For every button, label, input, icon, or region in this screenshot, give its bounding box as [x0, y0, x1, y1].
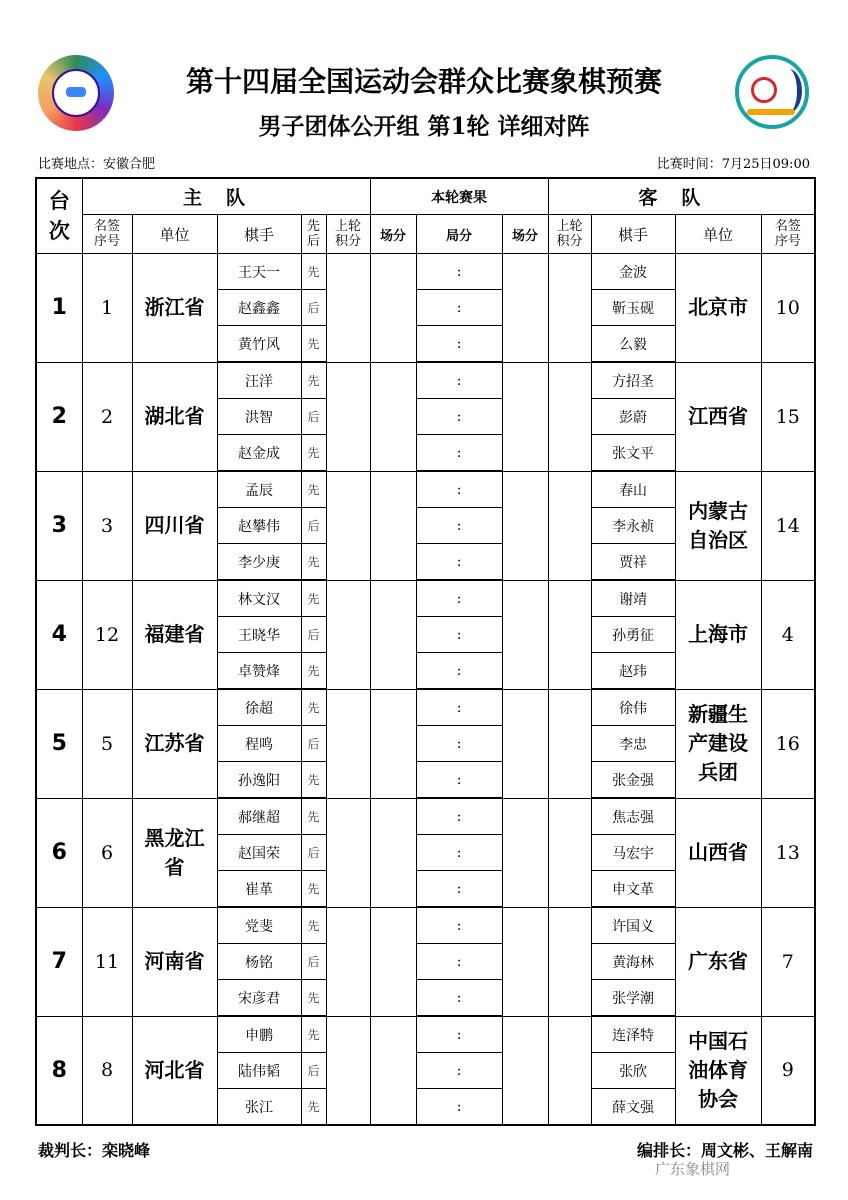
- home-player: 李少庚: [217, 544, 301, 581]
- board-number: 2: [36, 362, 82, 471]
- away-prev-points: [548, 362, 591, 471]
- order-header: 先 后: [301, 215, 326, 254]
- away-seed: 14: [761, 471, 815, 580]
- home-seed: 5: [82, 689, 132, 798]
- game-score: :: [416, 1053, 502, 1089]
- home-player: 申鹏: [217, 1016, 301, 1053]
- away-match-score: [502, 1016, 548, 1125]
- game-score: :: [416, 544, 502, 581]
- home-match-score: [370, 1016, 416, 1125]
- match-row: [36, 362, 815, 399]
- home-player: 陆伟韬: [217, 1053, 301, 1089]
- home-prev-points: [326, 689, 370, 798]
- away-seed: 16: [761, 689, 815, 798]
- home-seed: 2: [82, 362, 132, 471]
- away-seed: 15: [761, 362, 815, 471]
- home-match-score: [370, 689, 416, 798]
- home-seed: 6: [82, 798, 132, 907]
- game-score: :: [416, 1089, 502, 1126]
- results-header: 本轮赛果: [370, 178, 548, 215]
- match-row: [36, 1016, 815, 1053]
- home-team-header: 主队: [82, 178, 370, 215]
- move-order: 后: [301, 944, 326, 980]
- home-player: 赵鑫鑫: [217, 290, 301, 326]
- player-header: 棋手: [217, 215, 301, 254]
- home-player: 王天一: [217, 254, 301, 290]
- away-player: 徐伟: [591, 689, 675, 726]
- away-team: 内蒙古 自治区: [675, 471, 761, 580]
- away-player: 薛文强: [591, 1089, 675, 1126]
- move-order: 先: [301, 362, 326, 399]
- game-score: :: [416, 617, 502, 653]
- board-number: 6: [36, 798, 82, 907]
- away-player: 马宏宇: [591, 835, 675, 871]
- away-seed: 7: [761, 907, 815, 1016]
- away-player: 张金强: [591, 762, 675, 799]
- move-order: 后: [301, 508, 326, 544]
- home-player: 孟辰: [217, 471, 301, 508]
- home-player: 杨铭: [217, 944, 301, 980]
- home-player: 卓赞烽: [217, 653, 301, 690]
- home-seed: 3: [82, 471, 132, 580]
- time-label: 比赛时间：7月25日09:00: [656, 157, 810, 172]
- home-player: 汪洋: [217, 362, 301, 399]
- away-player: 方招圣: [591, 362, 675, 399]
- away-player: 金波: [591, 254, 675, 290]
- home-player: 张江: [217, 1089, 301, 1126]
- home-match-score: [370, 254, 416, 363]
- move-order: 先: [301, 254, 326, 290]
- home-player: 林文汉: [217, 580, 301, 617]
- chief-referee: 裁判长：栾晓峰: [38, 1141, 151, 1160]
- game-score: :: [416, 689, 502, 726]
- away-seed: 10: [761, 254, 815, 363]
- game-score: :: [416, 254, 502, 290]
- away-team: 上海市: [675, 580, 761, 689]
- away-prev-points: [548, 689, 591, 798]
- away-player: 李忠: [591, 726, 675, 762]
- away-match-score: [502, 362, 548, 471]
- prev-points-header: 上轮 积分: [326, 215, 370, 254]
- away-prev-points: [548, 798, 591, 907]
- away-match-score-header: 场分: [502, 215, 548, 254]
- board-number: 8: [36, 1016, 82, 1125]
- pairing-table: [35, 177, 816, 1126]
- away-team: 北京市: [675, 254, 761, 363]
- home-player: 黄竹风: [217, 326, 301, 363]
- away-player: 连泽特: [591, 1016, 675, 1053]
- away-player: 春山: [591, 471, 675, 508]
- board-number: 3: [36, 471, 82, 580]
- home-player: 党斐: [217, 907, 301, 944]
- home-team: 江苏省: [132, 689, 217, 798]
- board-header: 台 次: [36, 178, 82, 254]
- home-player: 崔革: [217, 871, 301, 908]
- away-unit-header: 单位: [675, 215, 761, 254]
- scheduler: 编排长：周文彬、王解南: [636, 1141, 813, 1160]
- away-seed-header: 名签 序号: [761, 215, 815, 254]
- away-match-score: [502, 471, 548, 580]
- home-prev-points: [326, 1016, 370, 1125]
- move-order: 后: [301, 726, 326, 762]
- move-order: 先: [301, 326, 326, 363]
- away-prev-points: [548, 907, 591, 1016]
- move-order: 先: [301, 471, 326, 508]
- venue-label: 比赛地点：安徽合肥: [38, 157, 156, 172]
- unit-header: 单位: [132, 215, 217, 254]
- away-player: 靳玉砚: [591, 290, 675, 326]
- page-subtitle: 男子团体公开组 第1轮 详细对阵: [258, 113, 590, 140]
- away-prev-points-header: 上轮 积分: [548, 215, 591, 254]
- game-score: :: [416, 362, 502, 399]
- away-team: 江西省: [675, 362, 761, 471]
- home-team: 黑龙江 省: [132, 798, 217, 907]
- move-order: 先: [301, 762, 326, 799]
- move-order: 先: [301, 435, 326, 472]
- board-number: 4: [36, 580, 82, 689]
- board-number: 7: [36, 907, 82, 1016]
- game-score: :: [416, 508, 502, 544]
- away-player: 申文革: [591, 871, 675, 908]
- match-row: [36, 907, 815, 944]
- home-player: 徐超: [217, 689, 301, 726]
- watermark: 广东象棋网: [654, 1160, 730, 1178]
- home-seed: 12: [82, 580, 132, 689]
- away-player: 么毅: [591, 326, 675, 363]
- game-score: :: [416, 435, 502, 472]
- home-prev-points: [326, 580, 370, 689]
- move-order: 先: [301, 871, 326, 908]
- move-order: 后: [301, 399, 326, 435]
- away-match-score: [502, 580, 548, 689]
- away-team: 中国石 油体育 协会: [675, 1016, 761, 1125]
- away-match-score: [502, 907, 548, 1016]
- away-match-score: [502, 689, 548, 798]
- home-prev-points: [326, 907, 370, 1016]
- home-player: 王晓华: [217, 617, 301, 653]
- home-player: 郝继超: [217, 798, 301, 835]
- move-order: 先: [301, 1089, 326, 1126]
- home-player: 赵国荣: [217, 835, 301, 871]
- away-prev-points: [548, 1016, 591, 1125]
- move-order: 先: [301, 653, 326, 690]
- game-score: :: [416, 1016, 502, 1053]
- game-score: :: [416, 580, 502, 617]
- game-score: :: [416, 653, 502, 690]
- move-order: 先: [301, 1016, 326, 1053]
- move-order: 后: [301, 617, 326, 653]
- match-row: [36, 471, 815, 508]
- match-row: [36, 580, 815, 617]
- home-team: 四川省: [132, 471, 217, 580]
- game-score: :: [416, 798, 502, 835]
- game-score: :: [416, 871, 502, 908]
- home-team: 浙江省: [132, 254, 217, 363]
- away-match-score: [502, 254, 548, 363]
- home-player: 孙逸阳: [217, 762, 301, 799]
- game-score: :: [416, 980, 502, 1017]
- away-player: 张学潮: [591, 980, 675, 1017]
- home-team: 河北省: [132, 1016, 217, 1125]
- home-player: 洪智: [217, 399, 301, 435]
- game-score: :: [416, 762, 502, 799]
- away-player: 贾祥: [591, 544, 675, 581]
- home-player: 程鸣: [217, 726, 301, 762]
- away-seed: 9: [761, 1016, 815, 1125]
- away-player: 张文平: [591, 435, 675, 472]
- home-player: 宋彦君: [217, 980, 301, 1017]
- move-order: 先: [301, 689, 326, 726]
- away-match-score: [502, 798, 548, 907]
- away-team: 广东省: [675, 907, 761, 1016]
- game-score: :: [416, 907, 502, 944]
- game-score: :: [416, 835, 502, 871]
- move-order: 先: [301, 798, 326, 835]
- game-score: :: [416, 399, 502, 435]
- match-row: [36, 798, 815, 835]
- move-order: 后: [301, 290, 326, 326]
- home-prev-points: [326, 254, 370, 363]
- game-score: :: [416, 471, 502, 508]
- home-match-score-header: 场分: [370, 215, 416, 254]
- away-player: 孙勇征: [591, 617, 675, 653]
- move-order: 先: [301, 580, 326, 617]
- away-seed: 4: [761, 580, 815, 689]
- game-score: :: [416, 944, 502, 980]
- game-score: :: [416, 726, 502, 762]
- away-player: 许国义: [591, 907, 675, 944]
- home-prev-points: [326, 798, 370, 907]
- away-player: 张欣: [591, 1053, 675, 1089]
- game-score: :: [416, 326, 502, 363]
- seed-header: 名签 序号: [82, 215, 132, 254]
- board-number: 1: [36, 254, 82, 363]
- away-player: 彭蔚: [591, 399, 675, 435]
- home-match-score: [370, 471, 416, 580]
- home-match-score: [370, 362, 416, 471]
- home-team: 湖北省: [132, 362, 217, 471]
- home-seed: 11: [82, 907, 132, 1016]
- away-seed: 13: [761, 798, 815, 907]
- home-seed: 8: [82, 1016, 132, 1125]
- home-match-score: [370, 580, 416, 689]
- home-match-score: [370, 907, 416, 1016]
- away-team: 山西省: [675, 798, 761, 907]
- move-order: 后: [301, 1053, 326, 1089]
- away-prev-points: [548, 471, 591, 580]
- away-player: 焦志强: [591, 798, 675, 835]
- away-prev-points: [548, 254, 591, 363]
- home-match-score: [370, 798, 416, 907]
- move-order: 先: [301, 544, 326, 581]
- move-order: 先: [301, 980, 326, 1017]
- move-order: 后: [301, 835, 326, 871]
- away-player: 李永祯: [591, 508, 675, 544]
- match-row: [36, 689, 815, 726]
- home-seed: 1: [82, 254, 132, 363]
- away-player: 谢靖: [591, 580, 675, 617]
- home-player: 赵攀伟: [217, 508, 301, 544]
- away-player-header: 棋手: [591, 215, 675, 254]
- home-prev-points: [326, 471, 370, 580]
- game-score-header: 局分: [416, 215, 502, 254]
- home-player: 赵金成: [217, 435, 301, 472]
- match-row: [36, 254, 815, 290]
- away-prev-points: [548, 580, 591, 689]
- board-number: 5: [36, 689, 82, 798]
- move-order: 先: [301, 907, 326, 944]
- away-team: 新疆生 产建设 兵团: [675, 689, 761, 798]
- home-team: 河南省: [132, 907, 217, 1016]
- home-prev-points: [326, 362, 370, 471]
- page-title: 第十四届全国运动会群众比赛象棋预赛: [185, 65, 662, 98]
- away-player: 黄海林: [591, 944, 675, 980]
- game-score: :: [416, 290, 502, 326]
- home-team: 福建省: [132, 580, 217, 689]
- away-player: 赵玮: [591, 653, 675, 690]
- away-team-header: 客队: [548, 178, 815, 215]
